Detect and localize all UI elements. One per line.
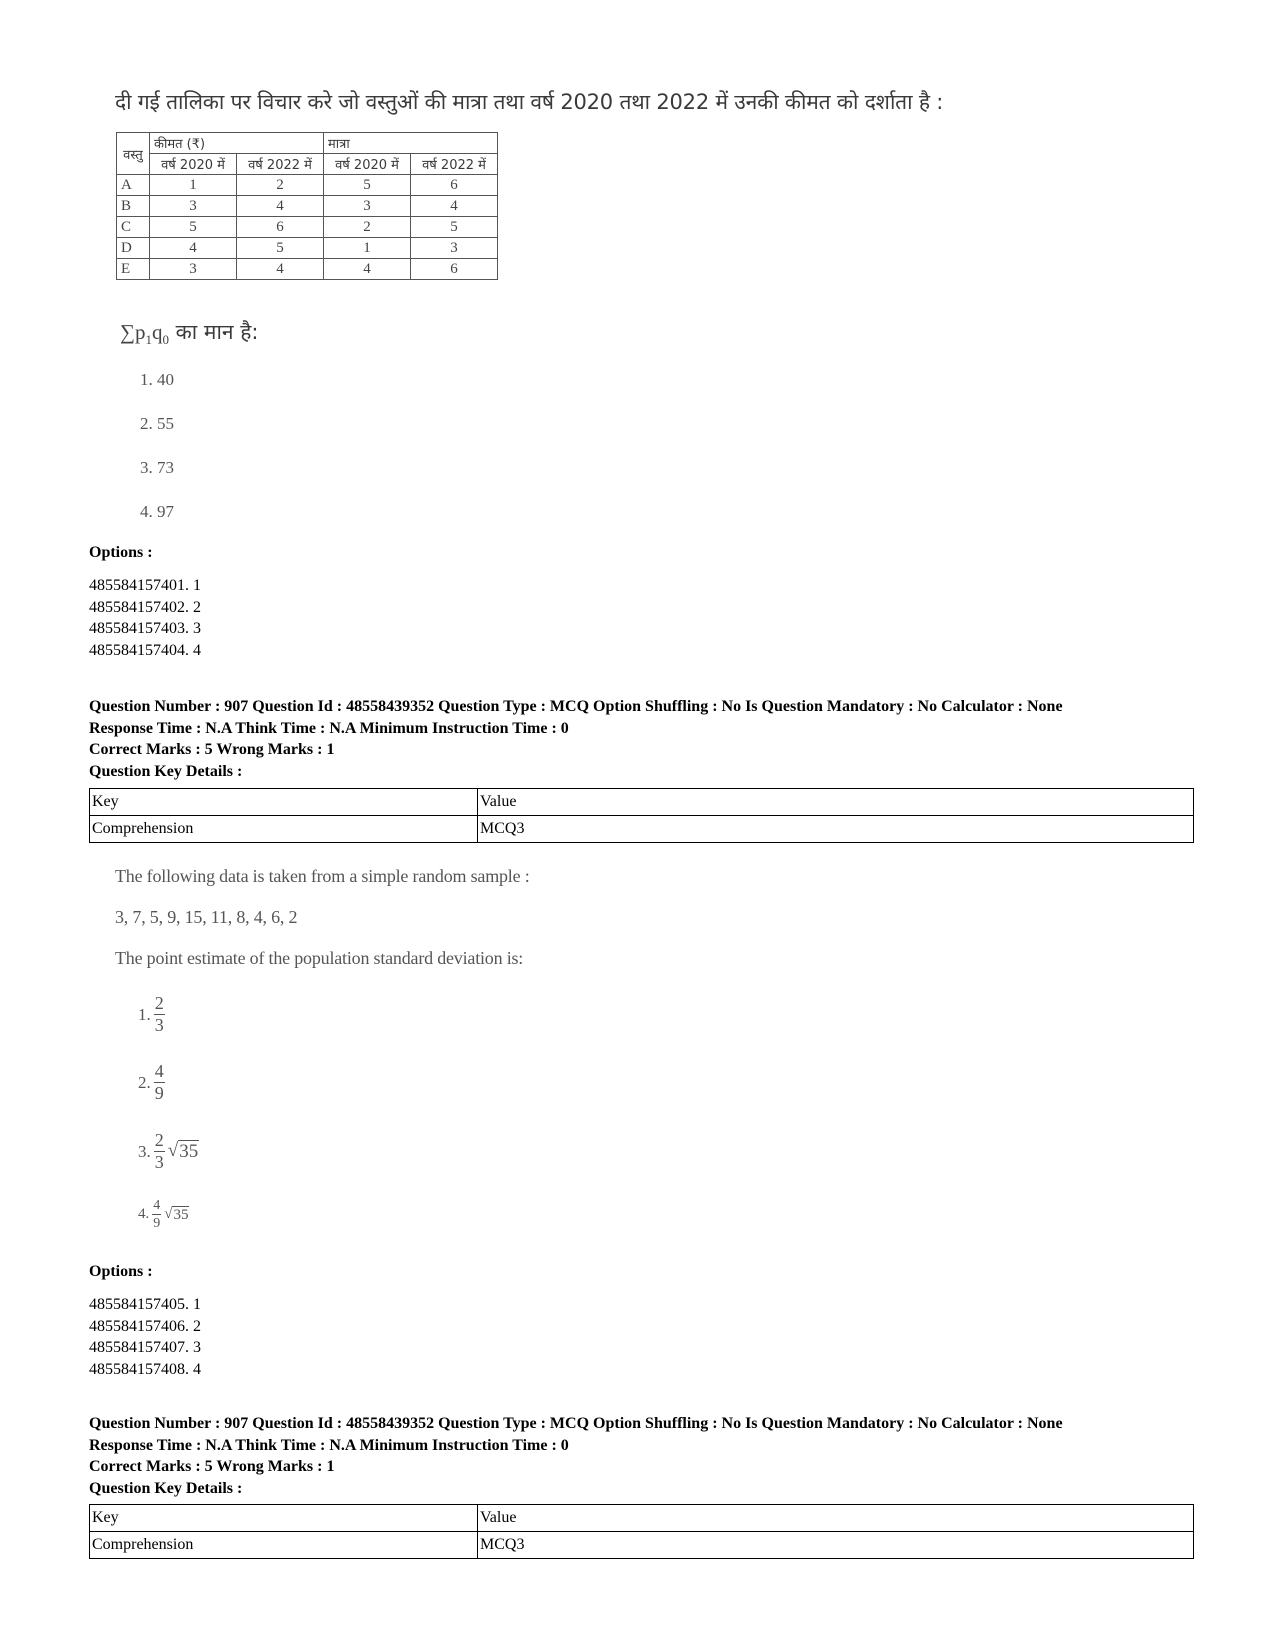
sum-mid: q <box>151 320 163 344</box>
table-cell: 1 <box>324 238 411 259</box>
table-row <box>90 816 1194 843</box>
question-meta-1 <box>89 696 1063 783</box>
table-cell: 5 <box>324 175 411 196</box>
table-row <box>90 789 1194 816</box>
denominator: 9 <box>153 1216 161 1231</box>
meta-line: Question Key Details : <box>89 1480 243 1498</box>
option-id: 485584157401. 1 <box>89 577 201 594</box>
table-cell: 4 <box>150 238 237 259</box>
table-row <box>117 217 498 238</box>
sub-header: वर्ष 2022 में <box>237 154 324 175</box>
table-cell: 5 <box>150 217 237 238</box>
choice-4: 4. 97 <box>140 502 174 521</box>
table-row <box>117 175 498 196</box>
key-header: Key <box>90 789 478 816</box>
table-row <box>117 259 498 280</box>
meta-line: Question Number : 907 Question Id : 48558439352 Question Type : MCQ Option Shuffling : No Is Question Mandatory : No Calculator : None <box>89 1415 1063 1432</box>
sub-header: वर्ष 2020 में <box>324 154 411 175</box>
numerator: 4 <box>153 1198 161 1213</box>
question-2-data: 3, 7, 5, 9, 15, 11, 8, 4, 6, 2 <box>115 907 298 927</box>
sub-header: वर्ष 2020 में <box>150 154 237 175</box>
key-cell: Comprehension <box>90 816 478 843</box>
radicand: 35 <box>179 1141 199 1162</box>
table-cell: 4 <box>324 259 411 280</box>
table-cell: 4 <box>237 259 324 280</box>
value-cell: MCQ3 <box>478 1532 1194 1559</box>
choice-1 <box>138 993 165 1036</box>
option-id: 485584157407. 3 <box>89 1339 201 1357</box>
key-cell: Comprehension <box>90 1532 478 1559</box>
sub-header: वर्ष 2022 में <box>411 154 498 175</box>
options-label: Options : <box>89 544 153 561</box>
key-details-table-2 <box>89 1504 1194 1559</box>
question-1-title: दी गई तालिका पर विचार करे जो वस्तुओं की मात्रा तथा वर्ष 2020 तथा 2022 में उनकी कीमत को दर्शाता है : <box>115 90 944 114</box>
table-cell: 4 <box>237 196 324 217</box>
value-cell: MCQ3 <box>478 816 1194 843</box>
table-cell: 6 <box>411 259 498 280</box>
value-header: Value <box>478 1505 1194 1532</box>
radicand: 35 <box>173 1206 189 1223</box>
sum-sub1: 1 <box>145 332 152 348</box>
choice-number: 2. <box>138 1072 151 1092</box>
meta-line: Response Time : N.A Think Time : N.A Minimum Instruction Time : 0 <box>89 719 569 737</box>
table-row <box>90 1532 1194 1559</box>
choice-number: 1. <box>138 1004 151 1024</box>
denominator: 9 <box>154 1083 164 1103</box>
option-id: 485584157404. 4 <box>89 642 201 660</box>
option-id: 485584157408. 4 <box>89 1361 201 1379</box>
table-row <box>117 196 498 217</box>
question-2-line1: The following data is taken from a simple random sample : <box>115 866 530 886</box>
option-id-list <box>89 575 201 662</box>
denominator: 3 <box>154 1015 164 1035</box>
option-id: 485584157405. 1 <box>89 1296 201 1313</box>
meta-line: Response Time : N.A Think Time : N.A Minimum Instruction Time : 0 <box>89 1436 569 1454</box>
item-header: वस्तु <box>117 133 150 175</box>
numerator: 2 <box>154 1130 164 1150</box>
table-cell: 5 <box>237 238 324 259</box>
choice-1: 1. 40 <box>140 370 174 389</box>
table-cell: E <box>117 259 150 280</box>
choice-3: 3. 73 <box>140 458 174 477</box>
numerator: 4 <box>154 1061 164 1081</box>
sum-suffix: का मान है: <box>168 320 259 344</box>
fraction <box>154 993 165 1036</box>
table-cell: 6 <box>237 217 324 238</box>
quantity-header: मात्रा <box>324 133 498 154</box>
key-details-table-1 <box>89 788 1194 843</box>
square-root: √ 35 <box>164 1205 189 1223</box>
fraction <box>154 1130 165 1173</box>
options-label: Options : <box>89 1263 153 1280</box>
table-cell: C <box>117 217 150 238</box>
table-row <box>117 238 498 259</box>
table-row <box>90 1505 1194 1532</box>
option-id-list <box>89 1294 201 1381</box>
table-cell: D <box>117 238 150 259</box>
sum-sub2: 0 <box>162 332 169 348</box>
table-cell: 2 <box>324 217 411 238</box>
fraction <box>152 1197 161 1232</box>
choice-3 <box>138 1130 199 1173</box>
question-2-line2: The point estimate of the population standard deviation is: <box>115 948 524 968</box>
table-cell: 6 <box>411 175 498 196</box>
table-cell: A <box>117 175 150 196</box>
table-cell: 4 <box>411 196 498 217</box>
table-cell: 3 <box>324 196 411 217</box>
sum-expression <box>120 318 258 348</box>
choice-number: 4. <box>138 1206 150 1222</box>
table-cell: B <box>117 196 150 217</box>
table-cell: 3 <box>150 196 237 217</box>
sum-prefix: ∑p <box>120 320 146 344</box>
question-meta-2 <box>89 1413 1063 1500</box>
value-header: Value <box>478 789 1194 816</box>
table-cell: 1 <box>150 175 237 196</box>
table-cell: 3 <box>411 238 498 259</box>
meta-line: Question Number : 907 Question Id : 48558439352 Question Type : MCQ Option Shuffling : No Is Question Mandatory : No Calculator : None <box>89 698 1063 715</box>
key-header: Key <box>90 1505 478 1532</box>
table-cell: 5 <box>411 217 498 238</box>
meta-line: Correct Marks : 5 Wrong Marks : 1 <box>89 1458 335 1476</box>
option-id: 485584157402. 2 <box>89 598 201 616</box>
meta-line: Correct Marks : 5 Wrong Marks : 1 <box>89 741 335 759</box>
choice-2 <box>138 1061 165 1104</box>
choice-2: 2. 55 <box>140 414 174 433</box>
choice-number: 3. <box>138 1141 151 1161</box>
option-id: 485584157403. 3 <box>89 620 201 638</box>
square-root: √ 35 <box>167 1140 199 1162</box>
fraction <box>154 1061 165 1104</box>
option-id: 485584157406. 2 <box>89 1317 201 1335</box>
table-cell: 3 <box>150 259 237 280</box>
numerator: 2 <box>154 993 164 1013</box>
price-header: कीमत (₹) <box>150 133 324 154</box>
table-cell: 2 <box>237 175 324 196</box>
choice-4 <box>138 1197 189 1232</box>
price-quantity-table <box>116 132 498 280</box>
denominator: 3 <box>154 1152 164 1172</box>
meta-line: Question Key Details : <box>89 763 243 781</box>
